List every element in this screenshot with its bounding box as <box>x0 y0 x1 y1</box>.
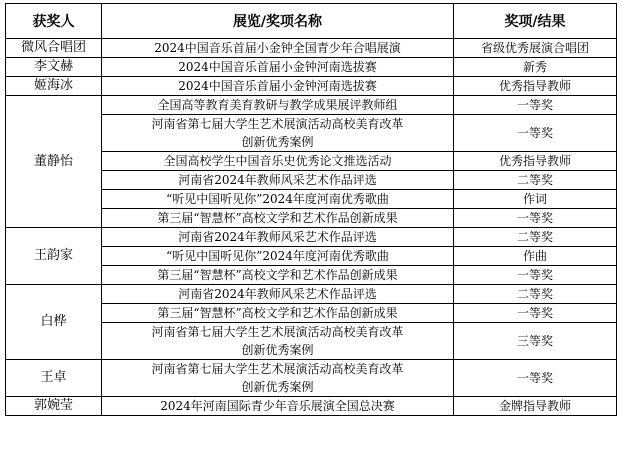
award-line: 2024中国音乐首届小金钟全国青少年合唱展演 <box>154 41 401 55</box>
award-cell <box>102 77 454 96</box>
result-cell: 二等奖 <box>454 285 617 304</box>
header-winner: 获奖人 <box>6 4 102 39</box>
award-table <box>5 3 617 416</box>
award-cell <box>102 228 454 247</box>
result-cell: 一等奖 <box>454 96 617 115</box>
award-cell <box>102 58 454 77</box>
award-line: 河南省2024年教师风采艺术作品评选 <box>178 287 377 301</box>
award-cell <box>102 209 454 228</box>
award-cell <box>102 39 454 58</box>
result-cell: 新秀 <box>454 58 617 77</box>
result-cell: 作曲 <box>454 247 617 266</box>
award-cell <box>102 285 454 304</box>
award-line: 2024中国音乐首届小金钟河南选拔赛 <box>178 60 377 74</box>
award-line: 河南省第七届大学生艺术展演活动高校美育改革 <box>151 325 404 339</box>
winner-cell: 李文赫 <box>6 58 102 77</box>
winner-cell: 白桦 <box>6 285 102 360</box>
winner-cell: 王韵家 <box>6 228 102 285</box>
result-cell: 一等奖 <box>454 209 617 228</box>
award-line: 2024中国音乐首届小金钟河南选拔赛 <box>178 79 377 93</box>
result-cell: 一等奖 <box>454 266 617 285</box>
result-cell: 一等奖 <box>454 115 617 152</box>
table-row <box>6 285 617 304</box>
award-line: 河南省第七届大学生艺术展演活动高校美育改革 <box>151 362 404 376</box>
winner-cell: 郭婉莹 <box>6 397 102 416</box>
award-line: 全国高校学生中国音乐史优秀论文推选活动 <box>163 154 392 168</box>
award-line: 河南省第七届大学生艺术展演活动高校美育改革 <box>151 117 404 131</box>
award-line: 第三届“智慧杯”高校文学和艺术作品创新成果 <box>157 211 398 225</box>
table-row <box>6 228 617 247</box>
award-cell <box>102 397 454 416</box>
award-line: 河南省2024年教师风采艺术作品评选 <box>178 230 377 244</box>
award-line: 河南省2024年教师风采艺术作品评选 <box>178 173 377 187</box>
result-cell: 一等奖 <box>454 360 617 397</box>
award-cell <box>102 266 454 285</box>
table-header <box>6 4 617 39</box>
award-line: 创新优秀案例 <box>241 343 314 357</box>
table-row <box>6 360 617 397</box>
award-cell <box>102 304 454 323</box>
award-cell <box>102 323 454 360</box>
award-cell <box>102 152 454 171</box>
winner-cell: 姬海冰 <box>6 77 102 96</box>
award-line: “听见中国听见你”2024年度河南优秀歌曲 <box>166 192 389 206</box>
table-row <box>6 96 617 115</box>
award-line: 创新优秀案例 <box>241 380 314 394</box>
winner-cell: 微风合唱团 <box>6 39 102 58</box>
result-cell: 优秀指导教师 <box>454 152 617 171</box>
winner-cell: 王卓 <box>6 360 102 397</box>
award-line: 创新优秀案例 <box>241 135 314 149</box>
result-cell: 作词 <box>454 190 617 209</box>
winner-cell: 董静怡 <box>6 96 102 228</box>
award-cell <box>102 360 454 397</box>
award-line: 全国高等教育美育教研与教学成果展评教师组 <box>157 98 398 112</box>
award-cell <box>102 115 454 152</box>
award-cell <box>102 247 454 266</box>
header-row <box>6 4 617 39</box>
result-cell: 二等奖 <box>454 228 617 247</box>
result-cell: 二等奖 <box>454 171 617 190</box>
header-award: 展览/奖项名称 <box>102 4 454 39</box>
table-row <box>6 397 617 416</box>
award-cell <box>102 96 454 115</box>
table-body <box>6 39 617 416</box>
award-cell <box>102 190 454 209</box>
award-line: 2024年河南国际青少年音乐展演全国总决赛 <box>160 399 395 413</box>
result-cell: 省级优秀展演合唱团 <box>454 39 617 58</box>
result-cell: 优秀指导教师 <box>454 77 617 96</box>
result-cell: 一等奖 <box>454 304 617 323</box>
table-row <box>6 77 617 96</box>
table-row <box>6 58 617 77</box>
result-cell: 三等奖 <box>454 323 617 360</box>
award-cell <box>102 171 454 190</box>
award-line: 第三届“智慧杯”高校文学和艺术作品创新成果 <box>157 268 398 282</box>
header-result: 奖项/结果 <box>454 4 617 39</box>
award-line: “听见中国听见你”2024年度河南优秀歌曲 <box>166 249 389 263</box>
award-line: 第三届“智慧杯”高校文学和艺术作品创新成果 <box>157 306 398 320</box>
result-cell: 金牌指导教师 <box>454 397 617 416</box>
table-row <box>6 39 617 58</box>
